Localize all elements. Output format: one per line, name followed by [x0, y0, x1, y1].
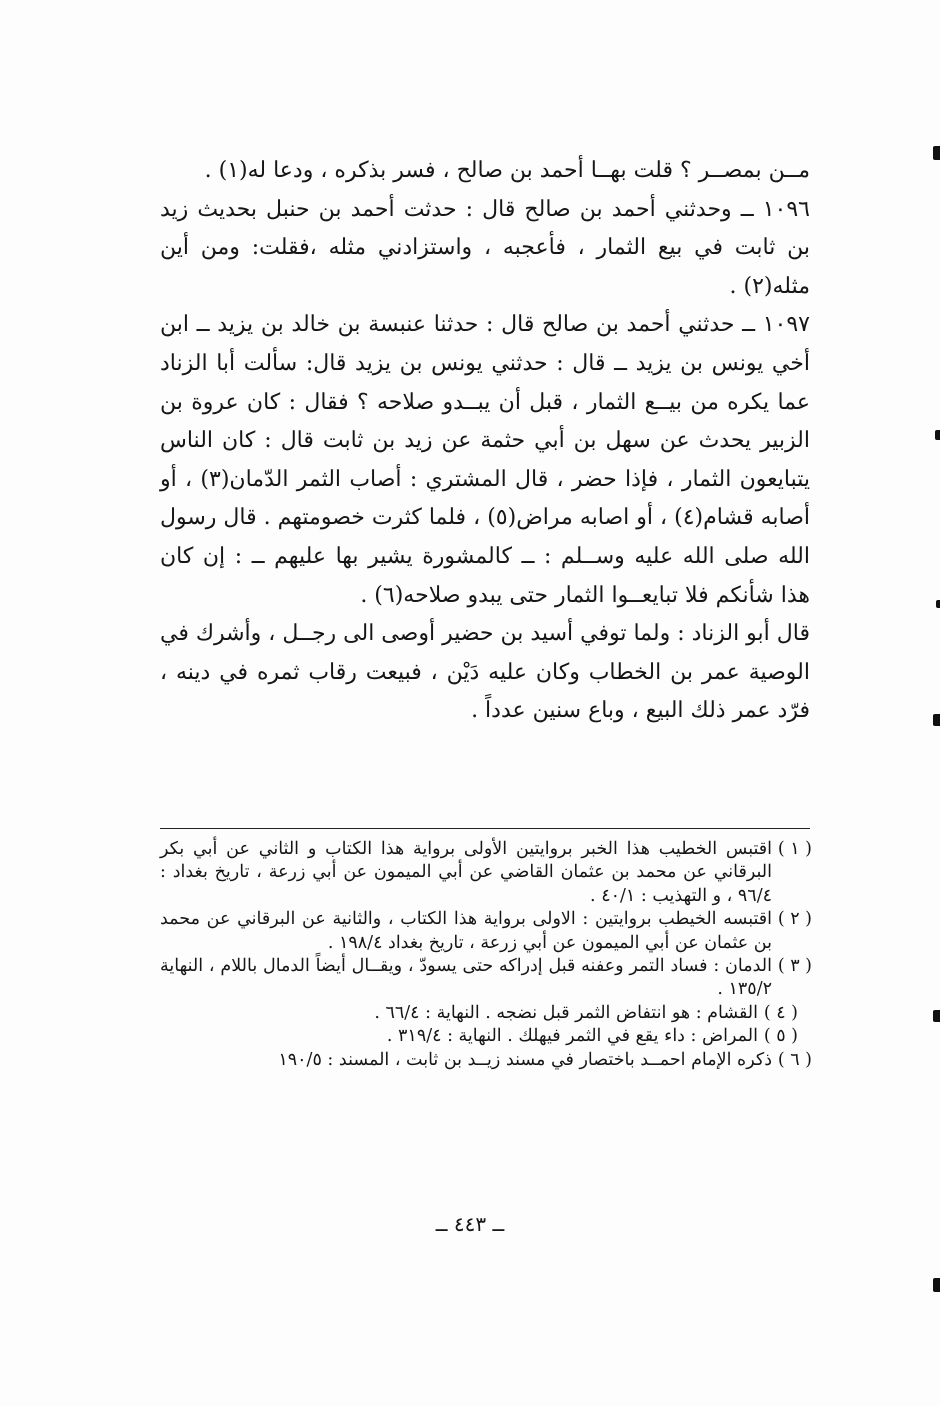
- footnotes: [160, 838, 812, 1072]
- footnote-6: [160, 1049, 812, 1072]
- paragraph-abu-al-zinad: قال أبو الزناد : ولما توفي أسيد بن حضير أوصى الى رجــل ، وأشرك في الوصية عمر بن الخطاب وكان عليه دَيْن ، فبيعت رقاب ثمره في دينه ، فرّد عمر ذلك البيع ، وباع سنين عدداً .: [160, 621, 810, 724]
- footnote-2: [160, 908, 812, 955]
- footnote-5: [160, 1025, 812, 1048]
- footnote-number: ( ٢ ): [777, 909, 812, 930]
- main-text-body: [160, 152, 810, 731]
- hadith-1097: ١٠٩٧ ــ حدثني أحمد بن صالح قال : حدثنا عنبسة بن خالد بن يزيد ــ ابن أخي يونس بن يزيد ــ قال : حدثني يونس بن يزيد قال: سألت أبا الزناد عما يكره من بيــع الثمار ، قبل أن يبــدو صلاحه ؟ فقال : كان عروة بن الزبير يحدث عن سهل بن أبي حثمة عن زيد بن ثابت قال : كان الناس يتبايعون الثمار ، فإذا حضر ، قال المشتري : أصاب الثمر الدّمان(٣) ، أو أصابه قشام(٤) ، أو اصابه مراض(٥) ، فلما كثرت خصومتهم . قال رسول الله صلى الله عليه وســلم : ــ كالمشورة يشير بها عليهم ــ : إن كان هذا شأنكم فلا تبايعــوا الثمار حتى يبدو صلاحه(٦) .: [160, 312, 811, 608]
- paragraph-continuation: مــن بمصــر ؟ قلت بهــا أحمد بن صالح ، فسر بذكره ، ودعا له(١) .: [204, 158, 810, 183]
- footnote-1: [160, 838, 812, 908]
- footnote-4: [160, 1002, 812, 1025]
- footnote-number: ( ٣ ): [777, 956, 812, 977]
- footnote-text: اقتبسه الخيطب بروايتين : الاولى برواية هذا الكتاب ، والثانية عن البرقاني عن محمد بن عثمان عن أبي الميمون عن أبي زرعة ، تاريخ بغداد ١٩٨/٤ .: [160, 909, 772, 953]
- footnote-text: القشام : هو انتفاض الثمر قبل نضجه . النهاية : ٦٦/٤ .: [374, 1002, 758, 1023]
- footnote-number: ( ٥ ): [763, 1026, 798, 1047]
- hadith-1096: ١٠٩٦ ــ وحدثني أحمد بن صالح قال : حدثت أحمد بن حنبل بحديث زيد بن ثابت في بيع الثمار ، فأعجبه ، واستزادني مثله ،فقلت: ومن أين مثله(٢) .: [160, 196, 810, 299]
- scan-edge-mark: [933, 1010, 940, 1022]
- footnote-text: الدمان : فساد التمر وعفنه قبل إدراكه حتى يسودّ ، ويقــال أيضاً الدمال باللام ، النهاية ١٣٥/٢ .: [160, 956, 772, 1000]
- footnote-number: ( ١ ): [777, 839, 812, 859]
- footnote-text: ذكره الإمام احمــد باختصار في مسند زيــد بن ثابت ، المسند : ١٩٠/٥: [278, 1049, 772, 1070]
- footnote-3: [160, 955, 812, 1002]
- page-number: ــ ٤٤٣ ــ: [435, 1212, 505, 1236]
- footnote-separator: [160, 828, 810, 829]
- scan-edge-mark: [933, 714, 940, 726]
- scan-edge-mark: [933, 146, 940, 160]
- footnote-text: المراض : داء يقع في الثمر فيهلك . النهاية : ٣١٩/٤ .: [386, 1026, 758, 1047]
- footnote-number: ( ٤ ): [763, 1002, 798, 1023]
- footnote-number: ( ٦ ): [777, 1049, 812, 1070]
- scan-edge-mark: [935, 430, 940, 440]
- scan-edge-mark: [936, 600, 940, 608]
- scan-edge-mark: [933, 1278, 940, 1292]
- footnote-text: اقتبس الخطيب هذا الخبر بروايتين الأولى برواية هذا الكتاب و الثاني عن أبي بكر البرقاني عن محمد بن عثمان القاضي عن أبي الميمون عن أبي زرعة ، تاريخ بغداد : ٩٦/٤ ، و التهذيب : ٤٠/١ .: [160, 839, 772, 906]
